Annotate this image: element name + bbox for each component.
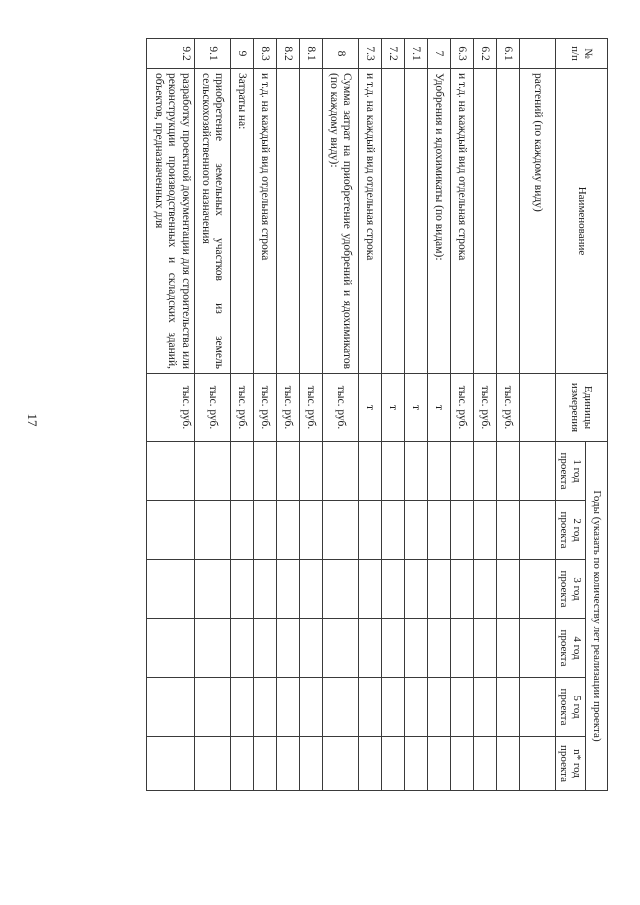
year-cell bbox=[230, 501, 253, 560]
year-cell bbox=[381, 442, 404, 501]
row-name: и т.д. на каждый вид отдельная строка bbox=[253, 69, 276, 374]
year-cell bbox=[496, 501, 519, 560]
table-row bbox=[322, 39, 358, 791]
year-cell bbox=[450, 737, 473, 791]
year-cell bbox=[427, 442, 450, 501]
year-cell bbox=[358, 737, 381, 791]
year-cell bbox=[450, 501, 473, 560]
year-cell bbox=[473, 619, 496, 678]
table-row bbox=[358, 39, 381, 791]
year-cell bbox=[427, 737, 450, 791]
row-unit: тыс. руб. bbox=[450, 374, 473, 442]
row-num: 9.1 bbox=[194, 39, 230, 69]
row-name: Удобрения и ядохимикаты (по видам): bbox=[427, 69, 450, 374]
year-cell bbox=[496, 737, 519, 791]
row-unit: т bbox=[381, 374, 404, 442]
row-name bbox=[473, 69, 496, 374]
row-unit: тыс. руб. bbox=[253, 374, 276, 442]
year-cell bbox=[146, 560, 194, 619]
year-cell bbox=[427, 619, 450, 678]
row-num: 8 bbox=[322, 39, 358, 69]
table-row bbox=[381, 39, 404, 791]
row-name: Затраты на: bbox=[230, 69, 253, 374]
row-unit: т bbox=[427, 374, 450, 442]
row-name bbox=[404, 69, 427, 374]
year-cell bbox=[253, 560, 276, 619]
table-row bbox=[194, 39, 230, 791]
project-data-table bbox=[146, 38, 608, 791]
year-cell bbox=[194, 678, 230, 737]
row-num: 8.3 bbox=[253, 39, 276, 69]
table-row bbox=[253, 39, 276, 791]
year-cell bbox=[253, 442, 276, 501]
year-cell bbox=[322, 737, 358, 791]
year-cell bbox=[404, 678, 427, 737]
header-year-n: n* год проекта bbox=[555, 737, 585, 791]
year-cell bbox=[450, 619, 473, 678]
row-unit: тыс. руб. bbox=[230, 374, 253, 442]
row-name: приобретение земельных участков из земель сельскохозяйственного назначения bbox=[194, 69, 230, 374]
investment-table-sheet bbox=[152, 38, 608, 790]
year-cell bbox=[450, 442, 473, 501]
header-num: № п/п bbox=[555, 39, 607, 69]
row-name: Сумма затрат на приобретение удобрений и ядохимикатов (по каждому виду): bbox=[322, 69, 358, 374]
year-cell bbox=[276, 560, 299, 619]
year-cell bbox=[230, 678, 253, 737]
row-unit: т bbox=[358, 374, 381, 442]
header-year-1: 1 год проекта bbox=[555, 442, 585, 501]
row-num: 7.2 bbox=[381, 39, 404, 69]
table-row bbox=[427, 39, 450, 791]
year-cell bbox=[427, 560, 450, 619]
header-year-3: 3 год проекта bbox=[555, 560, 585, 619]
year-cell bbox=[276, 619, 299, 678]
year-cell bbox=[496, 678, 519, 737]
row-name: и т.д. на каждый вид отдельная строка bbox=[450, 69, 473, 374]
year-cell bbox=[358, 501, 381, 560]
year-cell bbox=[427, 501, 450, 560]
page-number: 17 bbox=[25, 413, 40, 427]
row-unit: тыс. руб. bbox=[473, 374, 496, 442]
year-cell bbox=[519, 560, 555, 619]
row-num: 7 bbox=[427, 39, 450, 69]
year-cell bbox=[299, 678, 322, 737]
year-cell bbox=[473, 560, 496, 619]
year-cell bbox=[194, 737, 230, 791]
year-cell bbox=[322, 560, 358, 619]
year-cell bbox=[358, 678, 381, 737]
table-row bbox=[230, 39, 253, 791]
year-cell bbox=[519, 737, 555, 791]
header-unit: Единицы измерения bbox=[555, 374, 607, 442]
year-cell bbox=[519, 501, 555, 560]
year-cell bbox=[194, 442, 230, 501]
header-year-2: 2 год проекта bbox=[555, 501, 585, 560]
table-row bbox=[519, 39, 555, 791]
year-cell bbox=[230, 737, 253, 791]
year-cell bbox=[404, 560, 427, 619]
year-cell bbox=[146, 678, 194, 737]
row-num: 7.1 bbox=[404, 39, 427, 69]
row-name: растений (по каждому виду) bbox=[519, 69, 555, 374]
year-cell bbox=[299, 442, 322, 501]
year-cell bbox=[299, 560, 322, 619]
year-cell bbox=[519, 619, 555, 678]
row-name: разработку проектной документации для строительства или реконструкции производственных и складских зданий, объектов, предназначенных для bbox=[146, 69, 194, 374]
year-cell bbox=[450, 560, 473, 619]
row-name bbox=[276, 69, 299, 374]
year-cell bbox=[146, 619, 194, 678]
table-row bbox=[496, 39, 519, 791]
year-cell bbox=[230, 560, 253, 619]
year-cell bbox=[381, 560, 404, 619]
year-cell bbox=[146, 501, 194, 560]
year-cell bbox=[276, 501, 299, 560]
year-cell bbox=[253, 619, 276, 678]
year-cell bbox=[194, 501, 230, 560]
year-cell bbox=[496, 619, 519, 678]
year-cell bbox=[381, 737, 404, 791]
table-row bbox=[146, 39, 194, 791]
year-cell bbox=[194, 619, 230, 678]
year-cell bbox=[519, 678, 555, 737]
year-cell bbox=[253, 501, 276, 560]
year-cell bbox=[381, 678, 404, 737]
year-cell bbox=[404, 737, 427, 791]
year-cell bbox=[230, 619, 253, 678]
year-cell bbox=[404, 442, 427, 501]
year-cell bbox=[276, 737, 299, 791]
year-cell bbox=[194, 560, 230, 619]
year-cell bbox=[322, 442, 358, 501]
year-cell bbox=[404, 501, 427, 560]
row-num: 8.2 bbox=[276, 39, 299, 69]
year-cell bbox=[358, 560, 381, 619]
year-cell bbox=[358, 442, 381, 501]
header-years-group: Годы (указать по количеству лет реализации проекта) bbox=[586, 442, 608, 791]
row-num: 6.2 bbox=[473, 39, 496, 69]
header-year-4: 4 год проекта bbox=[555, 619, 585, 678]
year-cell bbox=[358, 619, 381, 678]
year-cell bbox=[146, 737, 194, 791]
row-num: 6.1 bbox=[496, 39, 519, 69]
year-cell bbox=[322, 501, 358, 560]
row-unit: тыс. руб. bbox=[146, 374, 194, 442]
year-cell bbox=[473, 442, 496, 501]
table-row bbox=[473, 39, 496, 791]
row-num: 7.3 bbox=[358, 39, 381, 69]
header-year-5: 5 год проекта bbox=[555, 678, 585, 737]
row-unit: тыс. руб. bbox=[194, 374, 230, 442]
year-cell bbox=[322, 619, 358, 678]
year-cell bbox=[230, 442, 253, 501]
year-cell bbox=[519, 442, 555, 501]
year-cell bbox=[473, 737, 496, 791]
row-name bbox=[381, 69, 404, 374]
row-name: и т.д. на каждый вид отдельная строка bbox=[358, 69, 381, 374]
row-unit: тыс. руб. bbox=[299, 374, 322, 442]
row-num bbox=[519, 39, 555, 69]
year-cell bbox=[404, 619, 427, 678]
year-cell bbox=[450, 678, 473, 737]
year-cell bbox=[299, 619, 322, 678]
year-cell bbox=[276, 678, 299, 737]
year-cell bbox=[276, 442, 299, 501]
table-row bbox=[299, 39, 322, 791]
row-unit: тыс. руб. bbox=[496, 374, 519, 442]
row-unit bbox=[519, 374, 555, 442]
year-cell bbox=[473, 501, 496, 560]
table-row bbox=[404, 39, 427, 791]
year-cell bbox=[381, 619, 404, 678]
row-num: 8.1 bbox=[299, 39, 322, 69]
row-unit: т bbox=[404, 374, 427, 442]
table-row bbox=[276, 39, 299, 791]
year-cell bbox=[322, 678, 358, 737]
year-cell bbox=[299, 501, 322, 560]
year-cell bbox=[381, 501, 404, 560]
row-unit: тыс. руб. bbox=[322, 374, 358, 442]
year-cell bbox=[299, 737, 322, 791]
row-name bbox=[496, 69, 519, 374]
row-num: 6.3 bbox=[450, 39, 473, 69]
row-unit: тыс. руб. bbox=[276, 374, 299, 442]
year-cell bbox=[473, 678, 496, 737]
table-header bbox=[555, 39, 607, 791]
year-cell bbox=[253, 737, 276, 791]
table-body bbox=[146, 39, 555, 791]
year-cell bbox=[427, 678, 450, 737]
table-row bbox=[450, 39, 473, 791]
row-num: 9.2 bbox=[146, 39, 194, 69]
year-cell bbox=[253, 678, 276, 737]
year-cell bbox=[496, 560, 519, 619]
header-name: Наименование bbox=[555, 69, 607, 374]
year-cell bbox=[146, 442, 194, 501]
row-num: 9 bbox=[230, 39, 253, 69]
row-name bbox=[299, 69, 322, 374]
year-cell bbox=[496, 442, 519, 501]
